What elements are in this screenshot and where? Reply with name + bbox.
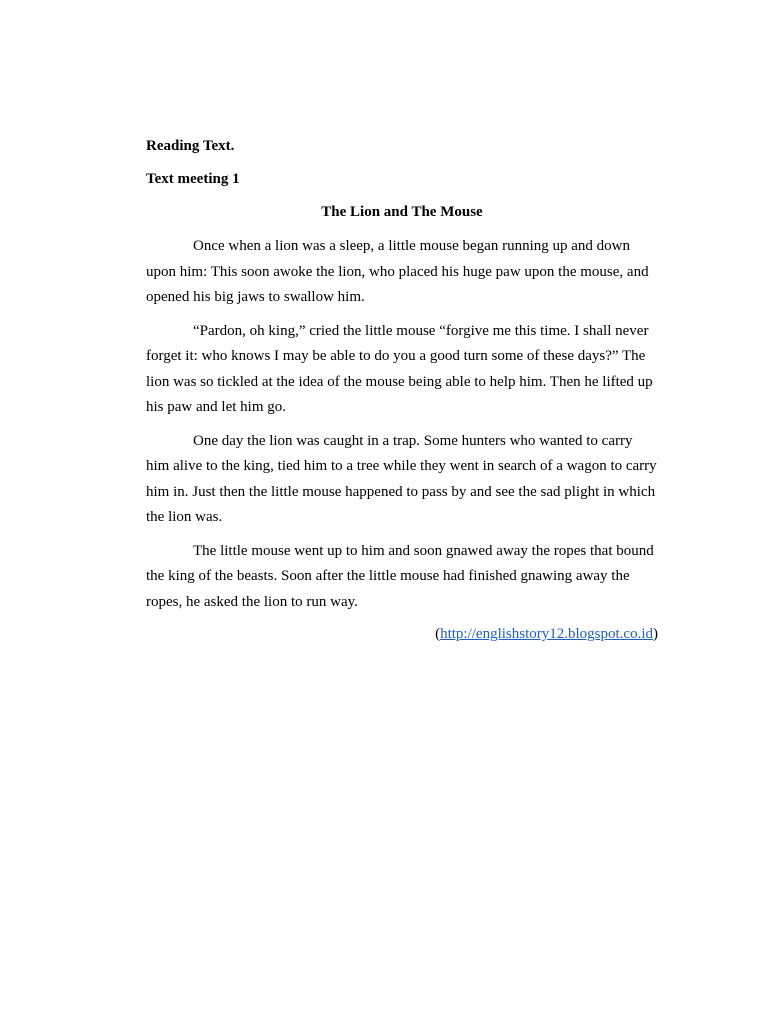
document-page xyxy=(146,135,658,645)
source-open-paren: ( xyxy=(435,626,441,642)
story-title: The Lion and The Mouse xyxy=(321,204,483,220)
source-citation xyxy=(146,623,658,645)
text-meeting-heading: Text meeting 1 xyxy=(146,171,240,187)
story-paragraph-3: One day the lion was caught in a trap. Some hunters who wanted to carry him alive to the king, tied him to a tree while they went in search of a wagon to carry him in. Just then the little mouse happened to pass by and see the sad plight in which the lion was. xyxy=(146,432,657,525)
reading-text-heading: Reading Text. xyxy=(146,138,235,154)
story-paragraph-1: Once when a lion was a sleep, a little mouse began running up and down upon him: This soon awoke the lion, who placed his huge paw upon the mouse, and opened his big jaws to swallow him. xyxy=(146,238,649,305)
story-paragraph-2: “Pardon, oh king,” cried the little mouse “forgive me this time. I shall never forget it: who knows I may be able to do you a good turn some of these days?” The lion was so tickled at the idea of the mouse being able to help him. Then he lifted up his paw and let him go. xyxy=(146,322,653,415)
source-close-paren: ) xyxy=(653,626,658,642)
source-link[interactable]: http://englishstory12.blogspot.co.id xyxy=(440,626,653,642)
story-paragraph-4: The little mouse went up to him and soon gnawed away the ropes that bound the king of the beasts. Soon after the little mouse had finished gnawing away the ropes, he asked the lion to run way. xyxy=(146,542,654,610)
